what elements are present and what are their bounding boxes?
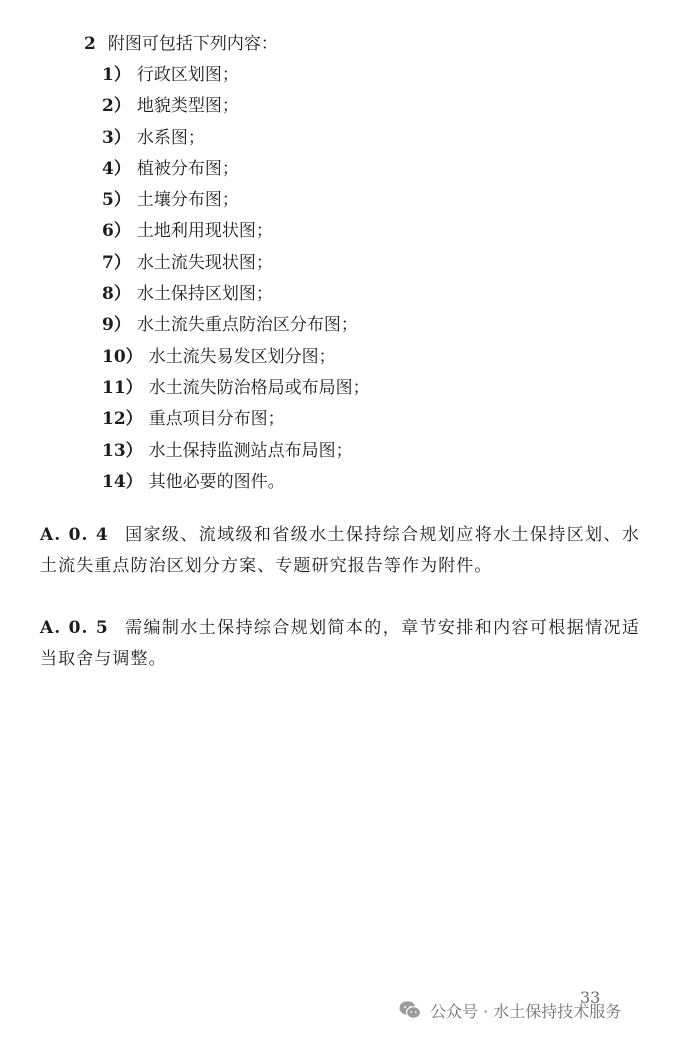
- list-item: [102, 216, 370, 247]
- list-item-text: 水土保持区划图；: [136, 284, 273, 305]
- list-item-number: 8）: [102, 284, 131, 305]
- clause-a05: [40, 613, 640, 675]
- list-item-number: 6）: [102, 221, 131, 242]
- watermark: [398, 996, 621, 1024]
- heading-number: 2: [84, 34, 96, 54]
- list-item-text: 水土保持监测站点布局图；: [148, 440, 353, 461]
- list-item-text: 植被分布图；: [136, 158, 239, 179]
- list-item: [102, 404, 370, 435]
- page-number: 33: [580, 988, 601, 1007]
- list-item: [102, 342, 370, 373]
- list-item-number: 14）: [102, 471, 143, 492]
- clause-number: A. 0. 4: [40, 525, 109, 545]
- list-item-text: 水系图；: [136, 127, 205, 148]
- list-item-number: 13）: [102, 440, 143, 461]
- watermark-text: 公众号 · 水土保持技术服务: [430, 1001, 622, 1021]
- list-item-text: 地貌类型图；: [136, 96, 239, 117]
- clause-number: A. 0. 5: [40, 618, 109, 638]
- list-item: [102, 123, 370, 154]
- list-item: [102, 467, 370, 498]
- list-item-text: 土地利用现状图；: [136, 221, 273, 242]
- list-item: [102, 310, 370, 341]
- list-item: [102, 436, 370, 467]
- section-heading: [84, 30, 278, 58]
- list-item: [102, 60, 370, 91]
- list-item-text: 水土流失现状图；: [136, 252, 273, 273]
- list-item-text: 其他必要的图件。: [148, 471, 285, 492]
- list-item-text: 水土流失易发区划分图；: [148, 346, 336, 367]
- list-item-number: 5）: [102, 190, 131, 211]
- list-item-number: 10）: [102, 346, 143, 367]
- list-item-number: 7）: [102, 252, 131, 273]
- list-item-text: 重点项目分布图；: [148, 409, 285, 430]
- clause-text: 国家级、流域级和省级水土保持综合规划应将水土保持区划、水土流失重点防治区划分方案、专题研究报告等作为附件。: [40, 525, 640, 576]
- list-item: [102, 185, 370, 216]
- list-item-number: 12）: [102, 409, 143, 430]
- heading-text: 附图可包括下列内容：: [107, 34, 278, 54]
- list-item-text: 水土流失防治格局或布局图；: [148, 377, 370, 398]
- list-item-text: 土壤分布图；: [136, 190, 239, 211]
- list-item-text: 水土流失重点防治区分布图；: [136, 315, 358, 336]
- list-item-text: 行政区划图；: [136, 65, 239, 85]
- list-item: [102, 373, 370, 404]
- wechat-icon: [398, 999, 422, 1021]
- attachment-list: [102, 60, 370, 498]
- list-item-number: 11）: [102, 377, 143, 398]
- list-item-number: 4）: [102, 158, 131, 179]
- list-item: [102, 154, 370, 185]
- list-item: [102, 91, 370, 122]
- clause-text: 需编制水土保持综合规划简本的，章节安排和内容可根据情况适当取舍与调整。: [40, 618, 640, 669]
- list-item-number: 2）: [102, 96, 131, 117]
- list-item-number: 1）: [102, 65, 131, 85]
- list-item-number: 9）: [102, 315, 131, 336]
- list-item: [102, 279, 370, 310]
- list-item: [102, 248, 370, 279]
- clause-a04: [40, 520, 640, 582]
- list-item-number: 3）: [102, 127, 131, 148]
